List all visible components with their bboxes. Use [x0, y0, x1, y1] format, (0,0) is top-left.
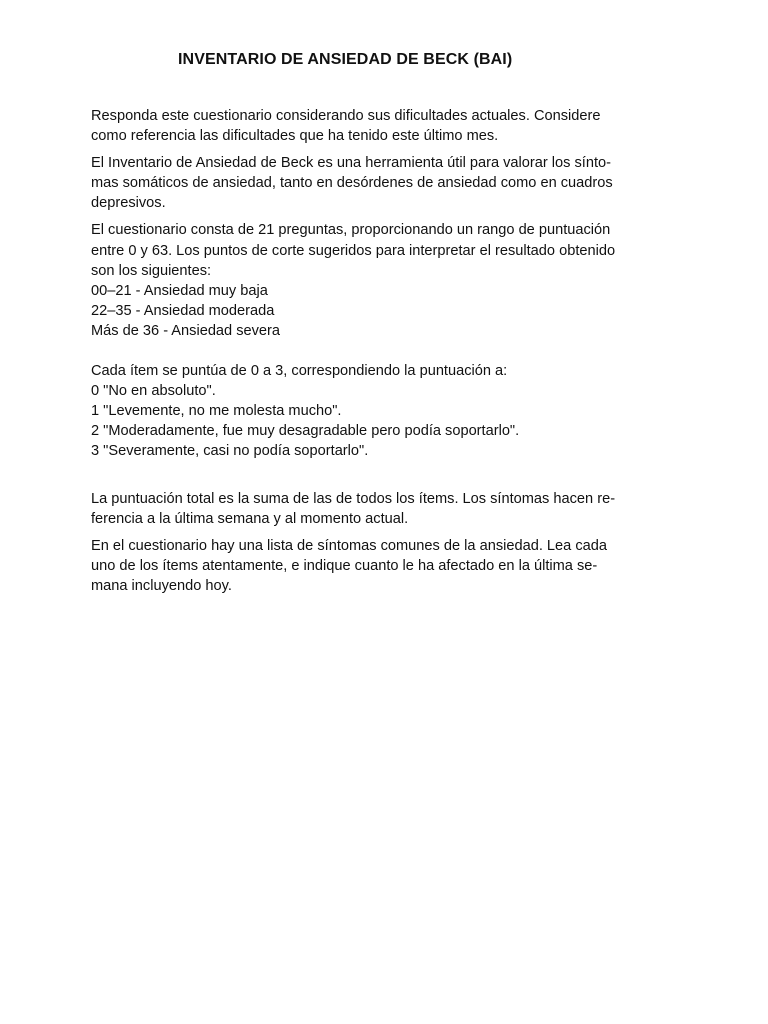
text-line: entre 0 y 63. Los puntos de corte sugeridos para interpretar el resultado obtenido [91, 242, 616, 259]
text-line: uno de los ítems atentamente, e indique cuanto le ha afectado en la última se- [91, 557, 598, 574]
paragraph [91, 106, 651, 146]
paragraph [91, 220, 651, 481]
text-line: Cada ítem se puntúa de 0 a 3, correspondiendo la puntuación a: [91, 363, 508, 380]
document-body [91, 106, 651, 603]
text-line [91, 462, 651, 482]
text-line: 00–21 - Ansiedad muy baja [91, 282, 268, 299]
text-line: 1 "Levemente, no me molesta mucho". [91, 403, 342, 420]
text-line: 3 "Severamente, casi no podía soportarlo". [91, 443, 369, 460]
paragraph [91, 489, 651, 529]
paragraph [91, 536, 651, 596]
text-line: ferencia a la última semana y al momento actual. [91, 510, 409, 527]
text-line: mana incluyendo hoy. [91, 577, 232, 594]
text-line: Responda este cuestionario considerando sus dificultades actuales. Considere [91, 108, 601, 124]
text-line: En el cuestionario hay una lista de síntomas comunes de la ansiedad. Lea cada [91, 537, 607, 554]
text-line: son los siguientes: [91, 262, 212, 279]
text-line: depresivos. [91, 195, 166, 212]
document-title: INVENTARIO DE ANSIEDAD DE BECK (BAI) [178, 51, 513, 68]
text-line [91, 341, 651, 361]
text-line: 2 "Moderadamente, fue muy desagradable pero podía soportarlo". [91, 423, 520, 440]
text-line: Más de 36 - Ansiedad severa [91, 322, 281, 339]
text-line: mas somáticos de ansiedad, tanto en desórdenes de ansiedad como en cuadros [91, 175, 613, 192]
text-line: 0 "No en absoluto". [91, 383, 216, 400]
text-line: El Inventario de Ansiedad de Beck es una herramienta útil para valorar los sínto- [91, 155, 611, 172]
paragraph [91, 153, 651, 213]
text-line: El cuestionario consta de 21 preguntas, proporcionando un rango de puntuación [91, 222, 611, 239]
text-line: La puntuación total es la suma de las de todos los ítems. Los síntomas hacen re- [91, 490, 616, 507]
text-line: como referencia las dificultades que ha tenido este último mes. [91, 128, 499, 145]
text-line: 22–35 - Ansiedad moderada [91, 302, 275, 319]
